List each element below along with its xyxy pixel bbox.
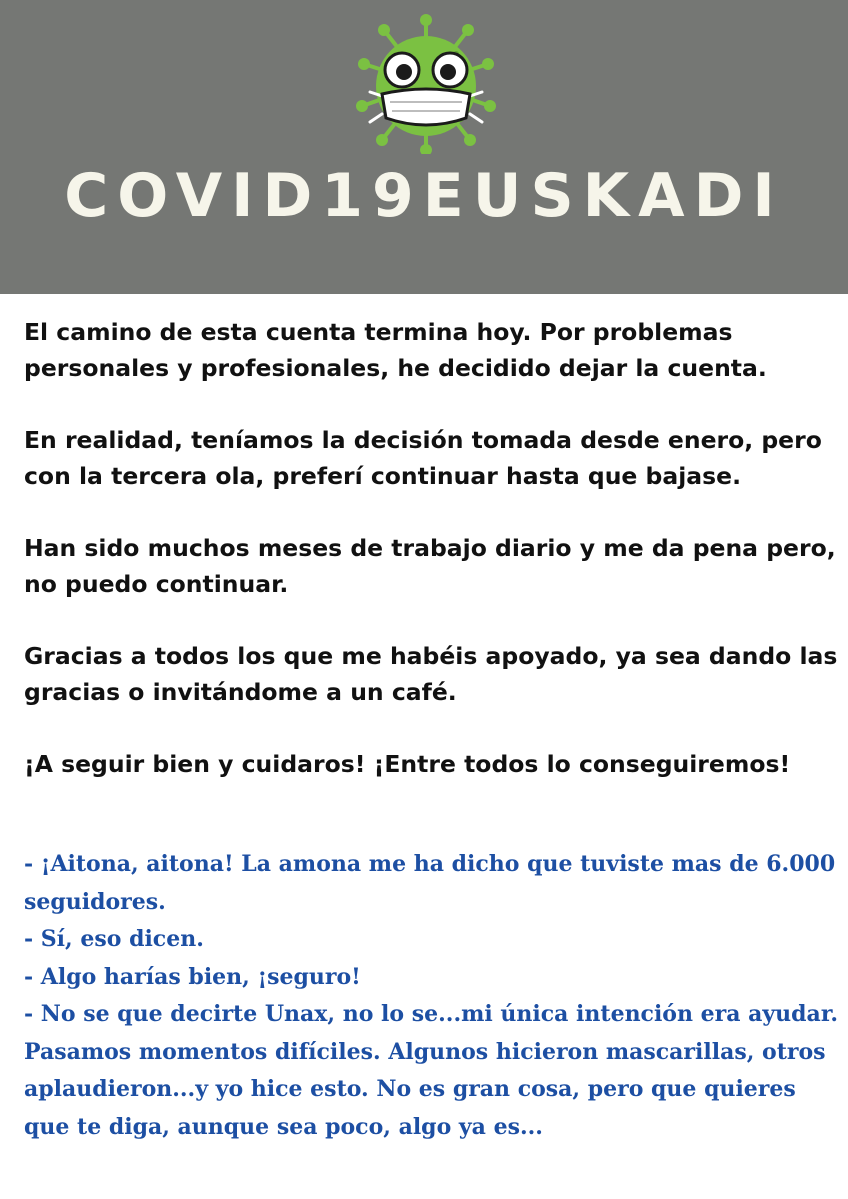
dialog-line: - Sí, eso dicen.: [24, 926, 204, 952]
virus-mascot-with-mask-icon: [356, 14, 496, 154]
header-banner: [0, 0, 848, 294]
dialog-line: - ¡Aitona, aitona! La amona me ha dicho que tuviste mas de 6.000 seguidores.: [24, 851, 836, 915]
dialog-line: - Algo harías bien, ¡seguro!: [24, 963, 361, 990]
dialog-block: [24, 846, 846, 1146]
message-paragraph: Han sido muchos meses de trabajo diario y me da pena pero, no puedo continuar.: [24, 534, 836, 598]
brand-title: COVID19EUSKADI: [64, 161, 784, 231]
farewell-message: [24, 314, 844, 818]
message-paragraph: El camino de esta cuenta termina hoy. Por problemas personales y profesionales, he decidido dejar la cuenta.: [24, 318, 767, 382]
message-paragraph: ¡A seguir bien y cuidaros! ¡Entre todos lo conseguiremos!: [24, 750, 791, 778]
message-paragraph: En realidad, teníamos la decisión tomada desde enero, pero con la tercera ola, preferí continuar hasta que bajase.: [24, 426, 822, 490]
message-paragraph: Gracias a todos los que me habéis apoyado, ya sea dando las gracias o invitándome a un café.: [24, 642, 838, 706]
dialog-line: - No se que decirte Unax, no lo se...mi única intención era ayudar. Pasamos momentos difíciles. Algunos hicieron mascarillas, otros aplaudieron...y yo hice esto. No es gran cosa, pero que quieres que te diga, aunque sea poco, algo ya es...: [24, 1001, 839, 1140]
